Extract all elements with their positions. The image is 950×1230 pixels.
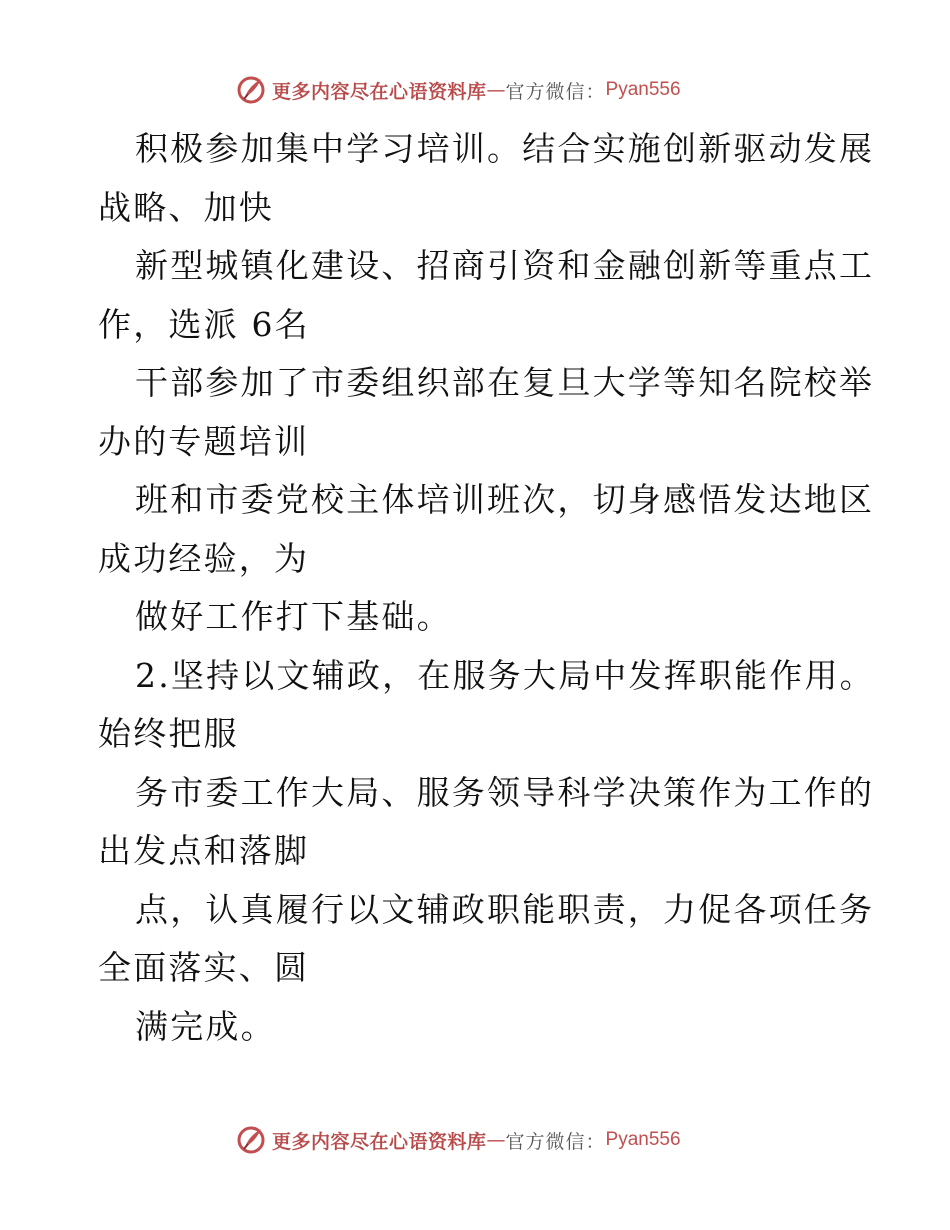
text-line: 做好工作打下基础。	[135, 597, 452, 636]
watermark-dash: —	[486, 1129, 506, 1151]
watermark-account-id: Pyan556	[605, 79, 681, 100]
watermark-dash: —	[486, 79, 506, 101]
text-line: 2.坚持以文辅政，在服务大局中发挥职能作用。	[135, 655, 875, 695]
header-watermark	[236, 75, 681, 105]
document-body	[98, 120, 875, 1056]
text-line: 成功经验，为	[98, 538, 310, 578]
watermark-account-id: Pyan556	[605, 1129, 681, 1150]
text-line: 全面落实、圆	[98, 948, 310, 987]
text-line: 班和市委党校主体培训班次，切身感悟发达地区	[135, 480, 875, 519]
text-line: 战略、加快	[98, 187, 274, 227]
text-line: 出发点和落脚	[98, 831, 310, 870]
watermark-site-name: 更多内容尽在心语资料库	[272, 1130, 487, 1153]
footer-watermark	[236, 1125, 681, 1155]
watermark-account-label: 官方微信：	[505, 1130, 606, 1153]
text-line: 办的专题培训	[98, 421, 310, 461]
text-line: 满完成。	[135, 1006, 276, 1046]
text-line: 务市委工作大局、服务领导科学决策作为工作的	[135, 772, 875, 812]
text-line: 积极参加集中学习培训。结合实施创新驱动发展	[135, 129, 875, 168]
quill-logo-icon	[236, 75, 266, 105]
text-line: 干部参加了市委组织部在复旦大学等知名院校举	[135, 363, 875, 402]
text-line: 新型城镇化建设、招商引资和金融创新等重点工	[135, 246, 875, 285]
watermark-site-name: 更多内容尽在心语资料库	[272, 80, 487, 103]
watermark-account-label: 官方微信：	[505, 80, 606, 103]
quill-logo-icon	[236, 1125, 266, 1155]
text-line: 始终把服	[98, 714, 239, 753]
text-line: 作，选派 6名	[98, 304, 310, 344]
text-line: 点，认真履行以文辅政职能职责，力促各项任务	[135, 889, 875, 929]
